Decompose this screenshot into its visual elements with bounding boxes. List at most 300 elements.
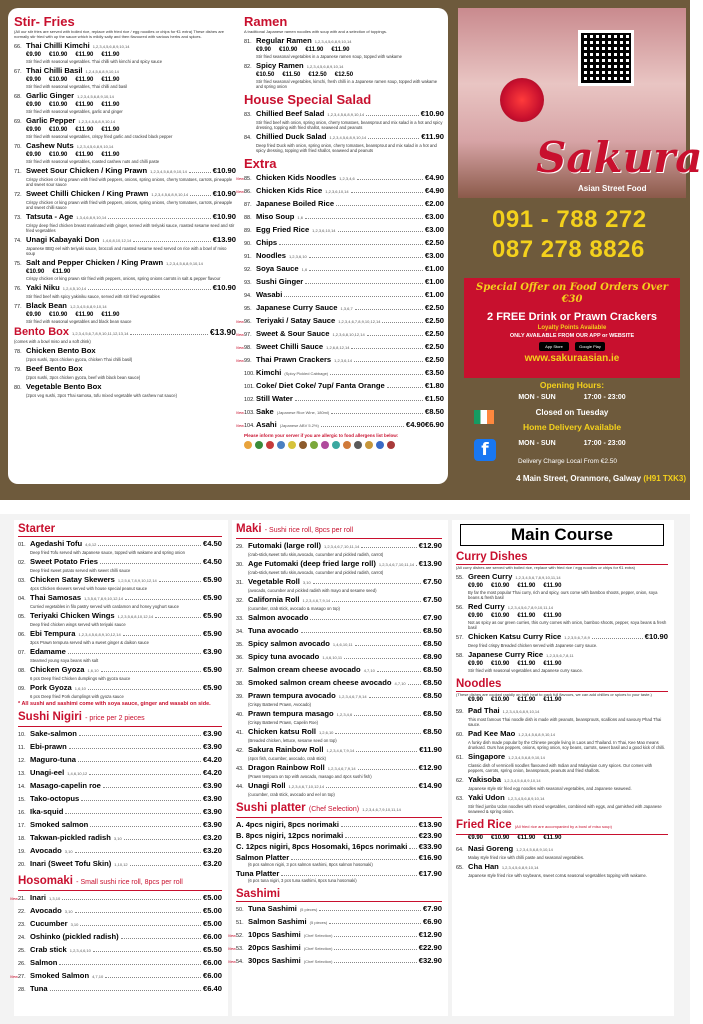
item-row: New 53. 20pcs Sashimi (Chef Selection) €22.90 (228, 943, 442, 952)
brand-logo: Sakura (536, 133, 703, 182)
item-row (18, 557, 222, 568)
noodle-item[interactable] (456, 706, 668, 727)
item-price: €3.20 (202, 833, 222, 842)
menu-bottom-panel (0, 514, 690, 1024)
item-name: Ebi Tempura (30, 629, 76, 638)
item-row (14, 301, 236, 312)
extra-item[interactable] (244, 251, 444, 262)
item-price: €6.00 (202, 932, 222, 941)
platter-item[interactable] (236, 869, 442, 883)
maki-title: Maki (236, 523, 262, 535)
item-name: Miso Soup (256, 212, 295, 221)
grid-price: €11.90 (517, 835, 536, 841)
item-description: (6 pcs salmon nigiri, 3 pcs salmon sashimi, 8pcs salmon hosomaki) (248, 862, 373, 867)
menu-card-top (8, 8, 448, 484)
item-price: €5.00 (202, 893, 222, 902)
nigiri-item[interactable] (18, 768, 222, 779)
maki-item[interactable] (236, 745, 442, 761)
item-price: €5.00 (202, 906, 222, 915)
nigiri-item[interactable] (18, 742, 222, 753)
item-price: €2.50 (424, 316, 444, 325)
item-number: 32. (236, 598, 244, 604)
dotted-leader (291, 859, 417, 860)
platter-item[interactable] (236, 842, 442, 851)
maki-item[interactable] (236, 613, 442, 624)
item-description: Japanese style stir fried egg noodles with seasonal vegetables, and Japanese seaweed. (468, 786, 632, 791)
nigiri-item[interactable] (18, 794, 222, 805)
grid-price: €11.50 (282, 72, 301, 78)
bento-note: (comes with a bowl miso and a soft drink) (14, 339, 91, 344)
extra-item[interactable] (244, 303, 444, 314)
curry-item[interactable] (456, 602, 668, 630)
item-price: €7.50 (422, 595, 442, 604)
salad-item[interactable] (244, 109, 444, 130)
starter-item[interactable] (18, 629, 222, 645)
item-name: Inari (30, 893, 47, 902)
extra-item[interactable] (236, 355, 444, 366)
item-number: 76. (14, 286, 22, 292)
item-name: Smoked salmon cream cheese avocado (248, 678, 392, 687)
starter-item[interactable] (18, 665, 222, 681)
price-grid (14, 127, 236, 134)
item-row: New 27. Smoked Salmon 4,7,10 €6.00 (10, 971, 222, 980)
address (458, 474, 686, 483)
item-name: Chillied Duck Salad (256, 132, 327, 141)
item-row (236, 577, 442, 588)
nigiri-item[interactable] (18, 807, 222, 818)
maki-item[interactable] (236, 577, 442, 593)
item-description: (Prawn tempura on top with avocado, masago and 4pcs sushi fish) (248, 774, 372, 779)
maki-item[interactable] (236, 691, 442, 707)
nigiri-item[interactable] (18, 820, 222, 831)
dotted-leader (361, 547, 416, 548)
dotted-leader (321, 426, 404, 427)
grid-price: €9.90 (468, 583, 484, 589)
item-description: Stir fried with seasonal vegetables. Thai chilli with kimchi and spicy sauce (26, 59, 163, 64)
allergen-icon (277, 441, 285, 449)
grid-price: €9.90 (468, 835, 484, 841)
item-row (18, 575, 222, 586)
item-number: 64. (456, 847, 464, 853)
dotted-leader (155, 617, 201, 618)
hosomaki-item[interactable] (18, 958, 222, 969)
extra-item[interactable] (244, 277, 444, 288)
item-note: (5 pieces) (309, 920, 328, 925)
maki-item[interactable] (236, 709, 442, 725)
bento-item[interactable] (14, 382, 236, 398)
noodle-item[interactable] (456, 793, 668, 814)
stir-fry-item[interactable] (14, 66, 236, 89)
item-number: 26. (18, 961, 26, 967)
item-number: 81. (244, 39, 252, 45)
item-price: €2.50 (424, 238, 444, 247)
item-number: 98. (244, 345, 252, 351)
item-name: 30pcs Sashimi (248, 956, 301, 965)
item-name: Thai Chilli Kimchi (26, 41, 90, 50)
google-play-badge[interactable]: Google Play (575, 342, 605, 351)
nigiri-item[interactable] (18, 859, 222, 870)
item-number: 43. (236, 766, 244, 772)
item-number: 27. (18, 974, 26, 980)
item-price: €4.90 (424, 173, 444, 182)
hosomaki-item[interactable] (10, 971, 222, 982)
price-grid (456, 583, 668, 590)
item-name: Tuna avocado (248, 626, 299, 635)
item-allergens: 1,2,6,8,12,14 (326, 345, 350, 350)
qr-code-icon[interactable] (578, 30, 634, 86)
item-row (14, 258, 236, 269)
app-store-badge[interactable]: App Store (539, 342, 569, 351)
grid-price: €11.90 (75, 102, 94, 108)
item-number: 88. (244, 215, 252, 221)
hosomaki-item[interactable] (18, 945, 222, 956)
item-price: €5.00 (202, 919, 222, 928)
sashimi-item[interactable] (228, 956, 442, 967)
noodle-item[interactable] (456, 775, 668, 791)
item-price: €13.90 (418, 820, 442, 829)
item-allergens: 1,2,5,6,7,8,9,10,12,14 (117, 578, 157, 583)
item-row (236, 917, 442, 928)
item-row (18, 833, 222, 844)
item-allergens: 1,2,3,6,10,14 (325, 189, 349, 194)
item-description: Stir fried seasonal vegetables in a Japanese ramen soup, topped with wakame (256, 54, 402, 59)
stir-main-item[interactable] (14, 235, 236, 256)
extra-item[interactable] (244, 381, 444, 392)
item-name: Garlic Ginger (26, 91, 75, 100)
item-row (244, 225, 444, 236)
phone-number-1[interactable]: 091 - 788 272 (492, 206, 647, 233)
nigiri-item[interactable] (18, 781, 222, 792)
maki-item[interactable] (236, 763, 442, 779)
item-number: 73. (14, 215, 22, 221)
grid-price: €11.90 (75, 127, 94, 133)
item-row (244, 277, 444, 288)
item-allergens: 1,2,3,4,6,7,8,9,10,12,14 (338, 319, 381, 324)
extra-item[interactable] (236, 316, 444, 327)
item-description: Stir fried with seasonal vegetables, roasted cashew nuts and chilli paste (26, 159, 160, 164)
grid-price: €10.90 (26, 269, 45, 275)
item-number: 07. (18, 650, 26, 656)
stir-main-item[interactable] (14, 258, 236, 281)
stir-main-item[interactable] (14, 301, 236, 324)
extra-item[interactable] (244, 225, 444, 236)
item-number: 13. (18, 771, 26, 777)
dotted-leader (351, 348, 423, 349)
item-allergens: 1,2,3,4,5,6,8,9,10,14 (508, 755, 545, 760)
dotted-leader (189, 172, 211, 173)
item-name: Unagi Roll (248, 781, 286, 790)
dotted-leader (98, 545, 201, 546)
allergen-icon (332, 441, 340, 449)
item-description: Stir fried seasonal vegetables, kimchi, fresh chilli in a Japanese ramen soup, topped with wakame and spring onion (256, 79, 438, 89)
sashimi-item[interactable] (236, 904, 442, 915)
maki-item[interactable] (236, 727, 442, 743)
starter-item[interactable] (18, 575, 222, 591)
item-allergens: 1,2,3,6,10 (288, 254, 307, 259)
grid-price: €9.90 (468, 697, 484, 703)
allergen-icon (266, 441, 274, 449)
curry-item[interactable] (456, 650, 668, 673)
item-name: Takwan-pickled radish (30, 833, 111, 842)
nigiri-item[interactable] (18, 833, 222, 844)
item-name: Spicy salmon avocado (248, 639, 330, 648)
item-number: 77. (14, 304, 22, 310)
item-name: Teriyaki / Satay Sauce (256, 316, 336, 325)
item-number: 05. (18, 614, 26, 620)
hosomaki-item[interactable] (18, 919, 222, 930)
platter-item[interactable] (236, 831, 442, 840)
hosomaki-item[interactable] (18, 906, 222, 917)
item-name: Yaki Udon (468, 793, 505, 802)
starter-item[interactable] (18, 683, 222, 699)
salad-item[interactable] (244, 132, 444, 153)
item-number: 54. (236, 959, 244, 965)
item-name: Thai Chilli Basil (26, 66, 83, 75)
nigiri-item[interactable] (18, 846, 222, 857)
fried-rice-note: (All fried rice are accompanied by a bowl of miso soup) (514, 824, 612, 829)
item-row (18, 729, 222, 740)
item-number: 30. (236, 562, 244, 568)
item-description: Stir fried with seasonal vegetables and black bean sauce (26, 319, 132, 324)
noodle-item[interactable] (456, 729, 668, 750)
sashimi-item[interactable] (228, 930, 442, 941)
item-name: Age Futomaki (deep fried large roll) (248, 559, 376, 568)
dotted-leader (295, 400, 423, 401)
item-row (244, 290, 444, 301)
platter-list (236, 820, 442, 883)
grid-price: €10.90 (49, 312, 68, 318)
item-row (236, 831, 442, 840)
curry-item[interactable] (456, 572, 668, 600)
ramen-item[interactable] (244, 61, 444, 89)
maki-subtitle: - Sushi rice roll, 8pcs per roll (264, 527, 354, 534)
item-price: €4.20 (202, 768, 222, 777)
item-price: €1.80 (424, 381, 444, 390)
maki-column (228, 520, 448, 1016)
starter-item[interactable] (18, 593, 222, 609)
stir-fry-item[interactable] (14, 141, 236, 164)
allergen-icon-row (244, 441, 444, 449)
dotted-leader (310, 619, 421, 620)
item-row (236, 639, 442, 650)
stir-main-item[interactable] (14, 189, 236, 210)
dotted-leader (345, 837, 417, 838)
extra-item[interactable] (244, 199, 444, 210)
item-row (244, 303, 444, 314)
grid-price: €10.90 (49, 152, 68, 158)
item-row (236, 541, 442, 552)
maki-item[interactable] (236, 678, 442, 689)
item-description: Curried vegetables in filo pastry served with cardamon and honey yoghurt sauce (30, 604, 179, 609)
item-description: This most famous Thai noodle dish is made with peanuts, beansprouts, scallions and savoury Phad Thai sauce. (468, 717, 662, 727)
dotted-leader (78, 761, 201, 762)
item-number: 59. (456, 709, 464, 715)
allergen-notice: Please inform your server if you are allergic to food allergens list below: (244, 433, 399, 438)
item-description: Malay style fried rice with chilli paste and seasonal vegetables. (468, 855, 585, 860)
item-row (244, 212, 444, 223)
item-description: (2pcs sushi, 3pcs chicken gyoza, chicken Thai chilli basil) (26, 357, 133, 362)
stir-main-item[interactable] (14, 212, 236, 233)
item-description: Stir fried beef with spicy yakiniku sauce, served with stir fried vegetables (26, 294, 160, 299)
dotted-leader (332, 601, 421, 602)
item-row (18, 945, 222, 956)
dotted-leader (331, 413, 423, 414)
grid-price: €9.90 (26, 52, 42, 58)
restaurant-photo (458, 8, 703, 198)
stir-main-item[interactable] (14, 166, 236, 187)
item-name: Thai Prawn Crackers (256, 355, 332, 364)
extra-list (236, 173, 444, 431)
maki-item[interactable] (236, 639, 442, 650)
sashimi-item[interactable] (228, 943, 442, 954)
nigiri-item[interactable] (18, 729, 222, 740)
stir-main-item[interactable] (14, 283, 236, 299)
hosomaki-item[interactable] (18, 984, 222, 995)
maki-item[interactable] (236, 781, 442, 797)
item-description: Japanese BBQ eel with teriyaki sauce, broccoli and roasted sesame seed served on rice with a bowl of miso soup (26, 246, 227, 256)
hosomaki-subtitle: - Small sushi rice roll, 8pcs per roll (76, 879, 183, 886)
extra-item[interactable] (244, 368, 444, 379)
extra-item[interactable] (244, 238, 444, 249)
sashimi-item[interactable] (236, 917, 442, 928)
item-name: Sakura Rainbow Roll (248, 745, 324, 754)
item-name: Noodles (256, 251, 286, 260)
dotted-leader (103, 787, 201, 788)
extra-item[interactable] (244, 290, 444, 301)
dotted-leader (369, 697, 421, 698)
phone-number-2[interactable]: 087 278 8826 (492, 236, 645, 263)
item-name: Avocado (30, 846, 62, 855)
item-row: New 104. Asahi (Japanese ABV 5.2%) €4.90 €6.90 (236, 420, 444, 429)
extra-item[interactable] (244, 394, 444, 405)
extra-item[interactable] (244, 212, 444, 223)
grid-price: €10.90 (279, 47, 298, 53)
item-number: 20. (18, 862, 26, 868)
price-grid (456, 613, 668, 620)
item-number: 78. (14, 349, 22, 355)
facebook-icon[interactable]: f (474, 439, 496, 461)
item-row (18, 807, 222, 818)
grid-price: €11.90 (75, 52, 94, 58)
item-number: 75. (14, 261, 22, 267)
extra-item[interactable] (236, 186, 444, 197)
grid-price: €11.90 (517, 697, 536, 703)
item-price: €12.90 (418, 930, 442, 939)
fried-rice-item[interactable] (456, 862, 668, 878)
starter-item[interactable] (18, 611, 222, 627)
maki-item[interactable] (236, 595, 442, 611)
grid-price: €11.90 (543, 697, 562, 703)
stir-fry-item[interactable] (14, 116, 236, 139)
item-name: Vegetable Roll (248, 577, 300, 586)
starter-item[interactable] (18, 539, 222, 555)
item-number: 40. (236, 712, 244, 718)
ramen-item[interactable] (244, 36, 444, 59)
item-allergens: 1,2,3,5,6,7,8,11 (546, 653, 574, 658)
item-name: Regular Ramen (256, 36, 312, 45)
item-name: Soya Sauce (256, 264, 299, 273)
hosomaki-item[interactable] (10, 893, 222, 904)
item-allergens: 1,2,3,4,6,7,9,14 (338, 694, 367, 699)
item-name: California Roll (248, 595, 300, 604)
item-row (18, 781, 222, 792)
noodle-item[interactable] (456, 752, 668, 773)
item-row (14, 91, 236, 102)
item-name: Sweet Potato Fries (30, 557, 98, 566)
item-allergens: 1,2,3,4,5,6,8,9,10,14 (314, 39, 352, 44)
starter-item[interactable] (18, 557, 222, 573)
item-allergens: 1,2,3,4,6,7,10,11,14 (324, 544, 360, 549)
grid-price: €10.50 (256, 72, 275, 78)
item-row (18, 820, 222, 831)
item-allergens: 1,2,3,4,5,6,8,9,10,12,14 (78, 632, 121, 637)
item-price: €3.90 (202, 781, 222, 790)
extra-item[interactable] (244, 264, 444, 275)
dotted-leader (341, 826, 417, 827)
item-name: Vegetable Bento Box (26, 382, 102, 391)
grid-price: €9.90 (468, 661, 484, 667)
dotted-leader (408, 684, 421, 685)
dotted-leader (130, 865, 201, 866)
nigiri-item[interactable] (18, 755, 222, 766)
maki-item[interactable] (236, 626, 442, 637)
special-offer-box (464, 278, 680, 378)
item-row (244, 394, 444, 405)
curry-item[interactable] (456, 632, 668, 648)
item-name: Tuna Sashimi (248, 904, 297, 913)
extra-item[interactable] (236, 420, 444, 431)
extra-item[interactable] (236, 173, 444, 184)
extra-item[interactable] (236, 407, 444, 418)
dotted-leader (305, 218, 423, 219)
platter-item[interactable] (236, 820, 442, 829)
item-price: €7.90 (422, 904, 442, 913)
noodles-title: Noodles (456, 677, 668, 692)
dotted-leader (336, 205, 423, 206)
item-name: Masago-capelin roe (30, 781, 101, 790)
grid-price: €9.90 (26, 152, 42, 158)
bento-item[interactable] (14, 364, 236, 380)
grid-price: €11.90 (101, 127, 120, 133)
website-link[interactable]: www.sakuraasian.ie (524, 353, 620, 364)
stir-fry-item[interactable] (14, 91, 236, 114)
allergen-icon (321, 441, 329, 449)
extra-item[interactable] (236, 329, 444, 340)
item-number: 01. (18, 542, 26, 548)
item-row (456, 793, 668, 804)
brand-subtitle: Asian Street Food (578, 184, 647, 193)
dotted-leader (69, 748, 201, 749)
extra-item[interactable] (236, 342, 444, 353)
item-price: €6.00 (202, 971, 222, 980)
maki-item[interactable] (236, 665, 442, 676)
item-number: 03. (18, 578, 26, 584)
allergen-icon (255, 441, 263, 449)
item-name: Green Curry (468, 572, 513, 581)
item-price: €2.00 (424, 199, 444, 208)
item-price: €10.90 (644, 632, 668, 641)
maki-item[interactable] (236, 559, 442, 575)
starter-item[interactable] (18, 647, 222, 663)
item-number: 57. (456, 635, 464, 641)
maki-item[interactable] (236, 652, 442, 663)
bento-item[interactable] (14, 346, 236, 362)
hosomaki-item[interactable] (18, 932, 222, 943)
fried-rice-item[interactable] (456, 844, 668, 860)
platter-item[interactable] (236, 853, 442, 867)
maki-item[interactable] (236, 541, 442, 557)
stir-fry-item[interactable] (14, 41, 236, 64)
